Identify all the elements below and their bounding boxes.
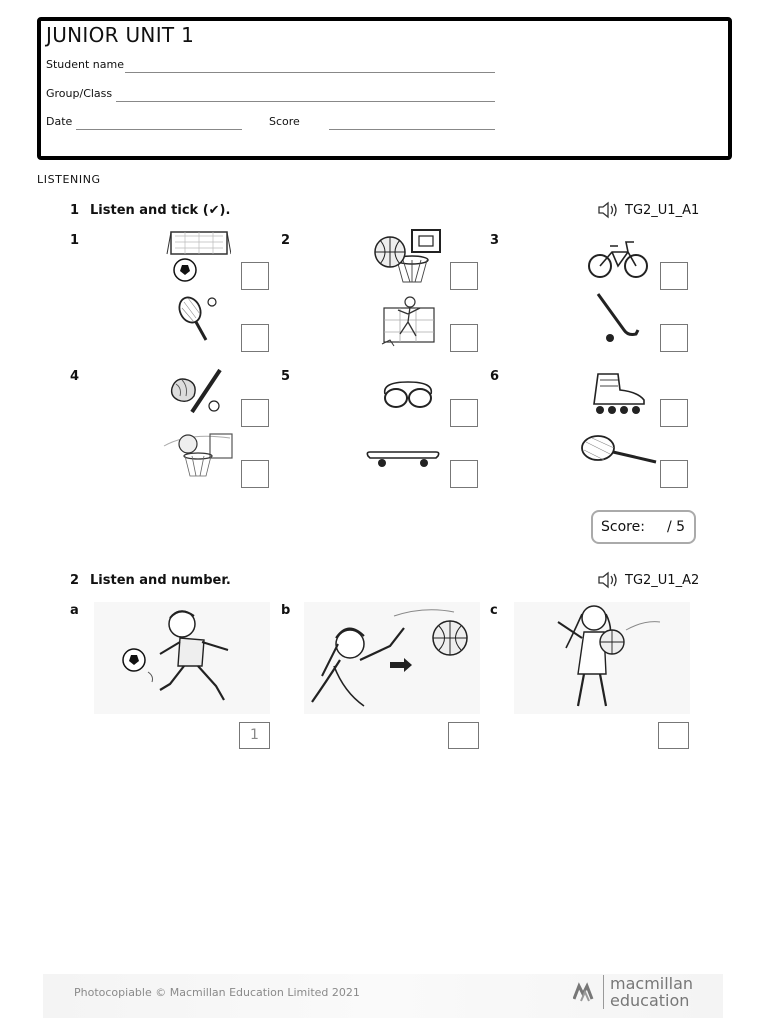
girl-throwing-basketball-picture: [304, 602, 480, 714]
group-class-label: Group/Class: [46, 87, 113, 100]
bike-picture: [586, 232, 650, 282]
tick-box[interactable]: [241, 399, 269, 427]
item-letter: a: [70, 603, 79, 618]
baseball-picture: [168, 368, 228, 422]
date-label: Date: [46, 115, 73, 128]
tick-box[interactable]: [660, 399, 688, 427]
skateboard-picture: [366, 446, 440, 470]
exercise-2-number: 2: [70, 573, 80, 588]
climbing-picture: [380, 294, 438, 348]
exercise-1-number: 1: [70, 203, 80, 218]
score-box-total: / 5: [667, 519, 686, 535]
section-heading: LISTENING: [37, 173, 101, 186]
speaker-icon: [597, 201, 619, 219]
item-number: 1: [70, 233, 80, 248]
tick-box[interactable]: [450, 324, 478, 352]
audio-track-label: TG2_U1_A2: [625, 572, 700, 588]
logo-wordmark: [610, 975, 693, 1009]
tick-box[interactable]: [241, 262, 269, 290]
boy-kicking-football-picture: [94, 602, 270, 714]
tennis-racket-picture-2: [580, 432, 660, 468]
girl-holding-ball-picture: [514, 602, 690, 714]
basketball-net-picture: [158, 430, 236, 482]
tick-box[interactable]: [241, 460, 269, 488]
audio-track-label: TG2_U1_A1: [625, 202, 700, 218]
item-number: 3: [490, 233, 500, 248]
answer-box[interactable]: [448, 722, 479, 749]
tennis-racket-picture: [172, 294, 220, 344]
tick-box[interactable]: [450, 399, 478, 427]
answer-box[interactable]: [658, 722, 689, 749]
logo-divider: [603, 975, 604, 1009]
exercise-2-instruction: Listen and number.: [90, 573, 231, 588]
goggles-picture: [382, 378, 434, 414]
item-number: 6: [490, 369, 500, 384]
publisher-logo: [573, 975, 693, 1009]
copyright-text: Photocopiable © Macmillan Education Limited 2021: [74, 986, 360, 999]
tick-box[interactable]: [660, 262, 688, 290]
student-name-label: Student name: [46, 58, 124, 71]
tick-box[interactable]: [241, 324, 269, 352]
hockey-stick-picture: [594, 292, 642, 346]
logo-line-1: macmillan: [610, 974, 694, 993]
exercise-1-audio[interactable]: [597, 201, 699, 219]
macmillan-logo-icon: [573, 982, 597, 1002]
item-letter: c: [490, 603, 498, 618]
group-class-field[interactable]: [116, 101, 495, 102]
item-letter: b: [281, 603, 291, 618]
score-field[interactable]: [329, 129, 495, 130]
unit-title: JUNIOR UNIT 1: [46, 23, 195, 47]
score-label: Score: [269, 115, 300, 128]
score-box-label: Score:: [601, 519, 645, 535]
exercise-1-instruction: Listen and tick (✔).: [90, 203, 231, 218]
score-box: [591, 510, 696, 544]
speaker-icon: [597, 571, 619, 589]
date-field[interactable]: [76, 129, 242, 130]
item-number: 2: [281, 233, 291, 248]
answer-box[interactable]: 1: [239, 722, 270, 749]
item-number: 5: [281, 369, 291, 384]
logo-line-2: education: [610, 991, 690, 1010]
basketball-hoop-picture: [372, 228, 444, 286]
goal-football-picture: [165, 228, 231, 286]
rollerblade-picture: [588, 370, 650, 416]
tick-box[interactable]: [660, 324, 688, 352]
tick-box[interactable]: [660, 460, 688, 488]
student-name-field[interactable]: [125, 72, 495, 73]
tick-box[interactable]: [450, 262, 478, 290]
exercise-2-audio[interactable]: [597, 571, 699, 589]
tick-box[interactable]: [450, 460, 478, 488]
item-number: 4: [70, 369, 80, 384]
